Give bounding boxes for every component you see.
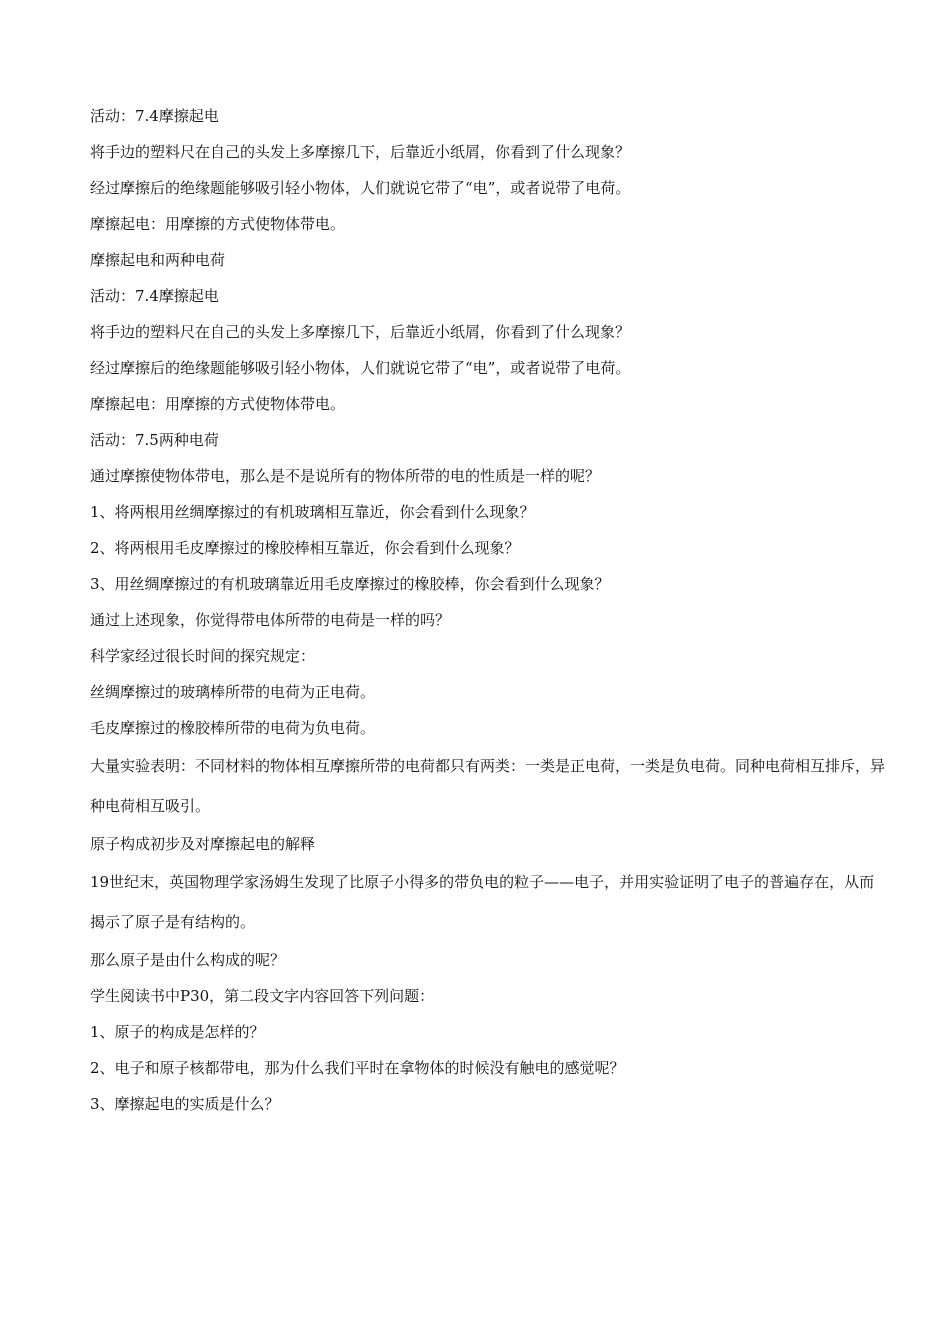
text-line: 通过上述现象，你觉得带电体所带的电荷是一样的吗？ — [90, 611, 451, 629]
question-item: 3、用丝绸摩擦过的有机玻璃靠近用毛皮摩擦过的橡胶棒，你会看到什么现象？ — [90, 575, 610, 593]
question-item: 1、将两根用丝绸摩擦过的有机玻璃相互靠近，你会看到什么现象？ — [90, 503, 535, 521]
electron-paragraph: 19世纪末，英国物理学家汤姆生发现了比原子小得多的带负电的粒子——电子，并用实验证明了电子的普遍存在，从而揭示了原子是有结构的。 — [90, 873, 875, 931]
activity-heading: 活动：7.4摩擦起电 — [90, 287, 219, 305]
activity-heading: 活动：7.4摩擦起电 — [90, 107, 219, 125]
question-item: 2、电子和原子核都带电，那为什么我们平时在拿物体的时候没有触电的感觉呢？ — [90, 1059, 625, 1077]
definition-line: 摩擦起电：用摩擦的方式使物体带电。 — [90, 215, 346, 233]
text-line: 毛皮摩擦过的橡胶棒所带的电荷为负电荷。 — [90, 719, 376, 737]
text-line: 那么原子是由什么构成的呢？ — [90, 951, 286, 969]
text-line: 经过摩擦后的绝缘题能够吸引轻小物体，人们就说它带了“电”，或者说带了电荷。 — [90, 179, 631, 197]
charge-types-paragraph: 大量实验表明：不同材料的物体相互摩擦所带的电荷都只有两类：一类是正电荷，一类是负电荷。同种电荷相互排斥，异种电荷相互吸引。 — [90, 757, 886, 815]
text-line: 经过摩擦后的绝缘题能够吸引轻小物体，人们就说它带了“电”，或者说带了电荷。 — [90, 359, 631, 377]
text-line: 丝绸摩擦过的玻璃棒所带的电荷为正电荷。 — [90, 683, 376, 701]
text-line: 科学家经过很长时间的探究规定： — [90, 647, 316, 665]
question-item: 3、摩擦起电的实质是什么？ — [90, 1095, 280, 1113]
activity-heading: 活动：7.5两种电荷 — [90, 431, 219, 449]
document-page — [90, 98, 885, 1122]
section-heading: 摩擦起电和两种电荷 — [90, 251, 226, 269]
question-item: 2、将两根用毛皮摩擦过的橡胶棒相互靠近，你会看到什么现象？ — [90, 539, 520, 557]
section-heading: 原子构成初步及对摩擦起电的解释 — [90, 835, 316, 853]
text-line: 将手边的塑料尺在自己的头发上多摩擦几下，后靠近小纸屑，你看到了什么现象？ — [90, 143, 631, 161]
text-line: 将手边的塑料尺在自己的头发上多摩擦几下，后靠近小纸屑，你看到了什么现象？ — [90, 323, 631, 341]
text-line: 学生阅读书中P30，第二段文字内容回答下列问题： — [90, 987, 435, 1005]
text-line: 通过摩擦使物体带电，那么是不是说所有的物体所带的电的性质是一样的呢？ — [90, 467, 601, 485]
definition-line: 摩擦起电：用摩擦的方式使物体带电。 — [90, 395, 346, 413]
question-item: 1、原子的构成是怎样的？ — [90, 1023, 265, 1041]
